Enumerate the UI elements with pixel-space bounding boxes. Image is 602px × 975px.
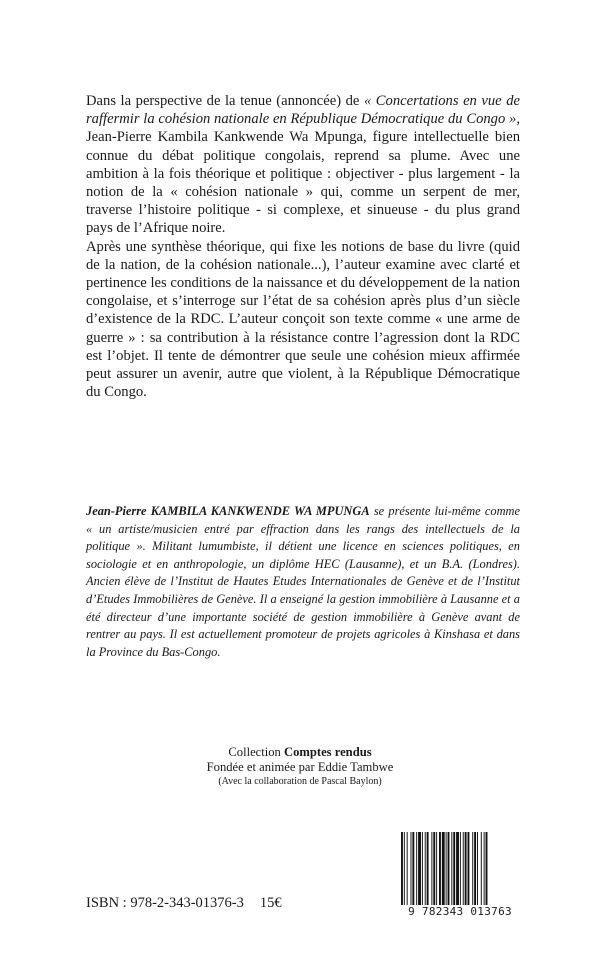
barcode-bar	[463, 832, 464, 908]
collection-founded: Fondée et animée par Eddie Tambwe	[206, 760, 394, 774]
event-title: « Concertations en vue de raffermir la cohésion nationale en République Démocratique du Congo »	[86, 93, 520, 128]
barcode-bar	[484, 832, 485, 908]
description-rest: , Jean-Pierre Kambila Kankwende Wa Mpunga, figure intellectuelle bien connue du débat politique congolais, reprend sa plume. Avec une ambition à la fois théorique et politique : objectiver - plus largement - la notion de la « cohésion nationale » qui, comme un serpent de mer, traverse l’histoire politique - si complexe, et sinueuse - du plus grand pays de l’Afrique noire.	[86, 111, 520, 237]
barcode-bar	[427, 832, 429, 908]
barcode-bar	[442, 832, 445, 908]
barcode-bar	[416, 832, 417, 908]
barcode-bar	[477, 832, 478, 908]
description-paragraph-2: Après une synthèse théorique, qui fixe les notions de base du livre (quid de la nation, de la cohésion nationale...), l’auteur examine avec clarté et pertinence les conditions de la naissance et du développement de la nation congolaise, et s’interroge sur l’état de sa cohésion après plus d’un siècle d’existence de la RDC. L’auteur conçoit son texte comme « une arme de guerre » : sa contribution à la résistance contre l’agression dont la RDC est l’objet. Il tente de démontrer que seule une cohésion mieux affirmée peut assurer un avenir, autre que violent, à la République Démocratique du Congo.	[86, 238, 520, 401]
barcode-bar	[425, 832, 426, 908]
barcode	[395, 832, 525, 922]
collection-collaboration: (Avec la collaboration de Pascal Baylon)	[218, 776, 382, 787]
barcode-digits: 9 782343 013763	[395, 905, 525, 918]
barcode-bar	[486, 832, 488, 908]
description-paragraph-1	[86, 92, 520, 238]
collection-info	[150, 745, 450, 788]
barcode-bar	[431, 832, 432, 908]
author-name: Jean-Pierre KAMBILA KANKWENDE WA MPUNGA	[86, 504, 370, 518]
author-bio-text: se présente lui-même comme « un artiste/musicien entré par effraction dans les rangs des intellectuels de la politique ». Militant lumumbiste, il détient une licence en sciences politiques, en sociologie et en anthropologie, un diplôme HEC (Lausanne), et un B.A. (Londres). Ancien élève de l’Institut de Hautes Etudes Internationales de Genève et de l’Institut d’Etudes Immobilières de Genève. Il a enseigné la gestion immobilière à Lausanne et a été directeur d’une importante société de gestion immobilière à Genève avant de rentrer au pays. Il est actuellement promoteur de projets agricoles à Kinshasa et dans la Province du Bas-Congo.	[86, 504, 520, 659]
barcode-bar	[436, 832, 437, 908]
barcode-bar	[404, 832, 405, 908]
barcode-bar	[456, 832, 459, 908]
barcode-bar	[451, 832, 452, 908]
book-description	[86, 92, 520, 401]
collection-line	[150, 745, 450, 760]
barcode-bar	[460, 832, 461, 908]
collection-name: Comptes rendus	[284, 745, 372, 759]
barcode-bar	[474, 832, 476, 908]
barcode-bar	[472, 832, 473, 908]
barcode-bar	[481, 832, 482, 908]
barcode-bar	[411, 832, 412, 908]
barcode-bar	[446, 832, 447, 908]
price: 15€	[259, 895, 282, 911]
barcode-bar	[439, 832, 441, 908]
barcode-bar	[412, 832, 414, 908]
barcode-bar	[401, 832, 403, 908]
barcode-bar	[407, 832, 408, 908]
barcode-bar	[468, 832, 470, 908]
barcode-bar	[433, 832, 435, 908]
collection-prefix: Collection	[228, 745, 285, 759]
barcode-bar	[453, 832, 455, 908]
barcode-bar	[465, 832, 467, 908]
barcode-bar	[422, 832, 423, 908]
author-bio	[86, 503, 520, 661]
isbn: ISBN : 978-2-343-01376-3	[86, 895, 244, 911]
description-intro: Dans la perspective de la tenue (annoncée) de	[86, 93, 364, 109]
barcode-bar	[448, 832, 450, 908]
barcode-bar	[418, 832, 421, 908]
isbn-line	[86, 895, 282, 912]
